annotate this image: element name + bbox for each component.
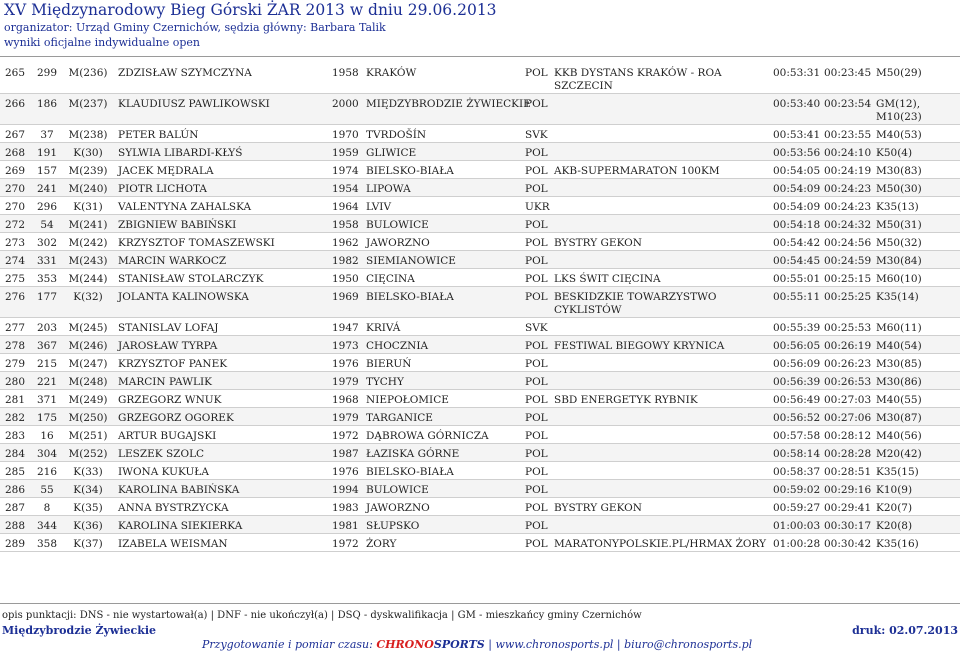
age-category-cell: M30(87) [876,412,922,424]
country-cell: POL [525,273,548,285]
event-location: Międzybrodzie Żywieckie [2,624,157,637]
category-cell: K(34) [73,484,103,496]
place-cell: 280 [4,376,26,388]
category-cell: K(35) [73,502,103,514]
time-cell: 00:54:09 [773,183,821,195]
age-category-cell: K20(8) [876,520,913,532]
footer-divider [0,603,960,604]
name-cell: PETER BALÚN [118,129,199,141]
table-row [0,462,960,480]
header-divider [0,56,960,57]
category-cell: M(239) [68,165,108,177]
bib-cell: 331 [36,255,58,267]
city-cell: SIEMIANOWICE [366,255,456,267]
city-cell: JAWORZNO [366,237,430,249]
city-cell: TVRDOŠÍN [366,129,427,141]
table-row [0,179,960,197]
name-cell: SYLWIA LIBARDI-KŁYŚ [118,147,243,159]
table-row [0,318,960,336]
time-cell: 00:56:09 [773,358,821,370]
table-row [0,336,960,354]
category-cell: M(244) [68,273,108,285]
year-cell: 1968 [332,394,359,406]
bib-cell: 302 [36,237,58,249]
country-cell: POL [525,147,548,159]
bib-cell: 371 [36,394,58,406]
name-cell: KAROLINA BABIŃSKA [118,484,240,496]
year-cell: 1947 [332,322,359,334]
city-cell: ŻORY [366,538,397,550]
table-row [0,444,960,462]
category-cell: K(30) [73,147,103,159]
country-cell: POL [525,237,548,249]
name-cell: STANISŁAW STOLARCZYK [118,273,264,285]
diff-cell: 00:28:28 [824,448,872,460]
country-cell: POL [525,291,548,303]
table-row [0,534,960,552]
name-cell: GRZEGORZ OGOREK [118,412,234,424]
place-cell: 283 [4,430,26,442]
country-cell: POL [525,538,548,550]
bib-cell: 177 [36,291,58,303]
club-cell: AKB-SUPERMARATON 100KM [554,165,720,177]
name-cell: MARCIN WARKOCZ [118,255,227,267]
time-cell: 01:00:03 [773,520,821,532]
country-cell: POL [525,484,548,496]
name-cell: JOLANTA KALINOWSKA [118,291,249,303]
time-cell: 00:57:58 [773,430,821,442]
age-category-cell: K35(15) [876,466,919,478]
name-cell: KRZYSZTOF TOMASZEWSKI [118,237,275,249]
table-row [0,143,960,161]
name-cell: MARCIN PAWLIK [118,376,212,388]
year-cell: 1994 [332,484,359,496]
bib-cell: 16 [40,430,54,442]
name-cell: PIOTR LICHOTA [118,183,207,195]
year-cell: 1987 [332,448,359,460]
diff-cell: 00:29:41 [824,502,872,514]
place-cell: 287 [4,502,26,514]
table-row [0,516,960,534]
diff-cell: 00:24:32 [824,219,872,231]
place-cell: 282 [4,412,26,424]
category-cell: M(241) [68,219,108,231]
place-cell: 281 [4,394,26,406]
category-cell: M(251) [68,430,108,442]
table-row [0,161,960,179]
page-title: XV Międzynarodowy Bieg Górski ŻAR 2013 w dniu 29.06.2013 [4,1,497,19]
city-cell: KRAKÓW [366,67,417,79]
time-cell: 00:54:05 [773,165,821,177]
age-category-cell: M60(11) [876,322,922,334]
year-cell: 1964 [332,201,359,213]
age-category-cell: K50(4) [876,147,913,159]
place-cell: 277 [4,322,26,334]
club-cell: BYSTRY GEKON [554,237,642,249]
time-cell: 00:56:39 [773,376,821,388]
country-cell: POL [525,394,548,406]
city-cell: SŁUPSKO [366,520,420,532]
name-cell: IWONA KUKUŁA [118,466,209,478]
name-cell: KRZYSZTOF PANEK [118,358,228,370]
age-category-cell: K20(7) [876,502,913,514]
city-cell: TYCHY [366,376,404,388]
time-cell: 00:54:45 [773,255,821,267]
place-cell: 274 [4,255,26,267]
country-cell: POL [525,520,548,532]
age-category-cell: M40(56) [876,430,922,442]
time-cell: 00:56:49 [773,394,821,406]
city-cell: DĄBROWA GÓRNICZA [366,430,489,442]
year-cell: 1981 [332,520,359,532]
bib-cell: 191 [36,147,58,159]
bib-cell: 157 [36,165,58,177]
time-cell: 00:53:31 [773,67,821,79]
time-cell: 00:58:37 [773,466,821,478]
name-cell: ZDZISŁAW SZYMCZYNA [118,67,252,79]
country-cell: POL [525,67,548,79]
place-cell: 284 [4,448,26,460]
name-cell: IZABELA WEISMAN [118,538,228,550]
city-cell: BIELSKO-BIAŁA [366,466,454,478]
table-row [0,287,960,318]
table-row [0,480,960,498]
table-row [0,426,960,444]
place-cell: 278 [4,340,26,352]
city-cell: BIERUŃ [366,358,412,370]
year-cell: 1982 [332,255,359,267]
country-cell: POL [525,183,548,195]
table-row [0,197,960,215]
city-cell: BIELSKO-BIAŁA [366,165,454,177]
bib-cell: 241 [36,183,58,195]
city-cell: MIĘDZYBRODZIE ŻYWIECKIE [366,98,531,110]
bib-cell: 55 [40,484,54,496]
year-cell: 1983 [332,502,359,514]
year-cell: 1976 [332,358,359,370]
city-cell: GLIWICE [366,147,417,159]
name-cell: JAROSŁAW TYRPA [118,340,218,352]
year-cell: 1954 [332,183,359,195]
country-cell: POL [525,466,548,478]
city-cell: BULOWICE [366,484,429,496]
table-row [0,63,960,94]
country-cell: POL [525,219,548,231]
age-category-cell: M30(86) [876,376,922,388]
diff-cell: 00:25:15 [824,273,872,285]
year-cell: 1974 [332,165,359,177]
age-category-cell: M30(83) [876,165,922,177]
category-cell: M(248) [68,376,108,388]
diff-cell: 00:24:59 [824,255,872,267]
city-cell: LIPOWA [366,183,411,195]
year-cell: 1958 [332,67,359,79]
name-cell: JACEK MĘDRALA [118,165,214,177]
bib-cell: 8 [43,502,51,514]
place-cell: 270 [4,201,26,213]
diff-cell: 00:25:53 [824,322,872,334]
year-cell: 1950 [332,273,359,285]
category-cell: K(37) [73,538,103,550]
category-cell: M(247) [68,358,108,370]
age-category-cell: K35(13) [876,201,919,213]
brand-chrono: CHRONO [376,638,434,651]
bib-cell: 175 [36,412,58,424]
bib-cell: 186 [36,98,58,110]
name-cell: ANNA BYSTRZYCKA [118,502,229,514]
category-cell: K(36) [73,520,103,532]
year-cell: 2000 [332,98,359,110]
time-cell: 00:53:56 [773,147,821,159]
name-cell: GRZEGORZ WNUK [118,394,222,406]
year-cell: 1958 [332,219,359,231]
category-cell: M(250) [68,412,108,424]
table-row [0,233,960,251]
place-cell: 276 [4,291,26,303]
table-row [0,408,960,426]
bib-cell: 304 [36,448,58,460]
age-category-cell: K35(16) [876,538,919,550]
club-cell: BYSTRY GEKON [554,502,642,514]
diff-cell: 00:23:45 [824,67,872,79]
diff-cell: 00:30:42 [824,538,872,550]
diff-cell: 00:30:17 [824,520,872,532]
name-cell: ZBIGNIEW BABIŃSKI [118,219,237,231]
age-category-cell: M30(84) [876,255,922,267]
name-cell: KAROLINA SIEKIERKA [118,520,243,532]
bib-cell: 344 [36,520,58,532]
diff-cell: 00:23:55 [824,129,872,141]
category-cell: M(237) [68,98,108,110]
name-cell: STANISLAV LOFAJ [118,322,219,334]
country-cell: POL [525,430,548,442]
place-cell: 268 [4,147,26,159]
age-category-cell: M50(31) [876,219,922,231]
age-category-cell: M40(53) [876,129,922,141]
city-cell: NIEPOŁOMICE [366,394,449,406]
city-cell: CHOCZNIA [366,340,429,352]
year-cell: 1979 [332,376,359,388]
print-date: druk: 02.07.2013 [852,624,958,637]
age-category-cell: M50(32) [876,237,922,249]
country-cell: POL [525,358,548,370]
bib-cell: 367 [36,340,58,352]
table-row [0,269,960,287]
name-cell: KLAUDIUSZ PAWLIKOWSKI [118,98,270,110]
bib-cell: 216 [36,466,58,478]
city-cell: BIELSKO-BIAŁA [366,291,454,303]
table-row [0,372,960,390]
time-cell: 00:58:14 [773,448,821,460]
country-cell: POL [525,340,548,352]
diff-cell: 00:24:10 [824,147,872,159]
place-cell: 265 [4,67,26,79]
time-cell: 00:53:40 [773,98,821,110]
name-cell: VALENTYNA ZAHALSKA [118,201,252,213]
place-cell: 273 [4,237,26,249]
city-cell: TARGANICE [366,412,433,424]
country-cell: SVK [525,129,548,141]
year-cell: 1970 [332,129,359,141]
timing-credit [202,638,752,651]
category-cell: K(31) [73,201,103,213]
country-cell: POL [525,502,548,514]
year-cell: 1962 [332,237,359,249]
age-category-cell: M50(29) [876,67,922,79]
category-cell: M(249) [68,394,108,406]
age-category-cell: M50(30) [876,183,922,195]
bib-cell: 221 [36,376,58,388]
bib-cell: 353 [36,273,58,285]
year-cell: 1979 [332,412,359,424]
country-cell: POL [525,412,548,424]
year-cell: 1973 [332,340,359,352]
table-row [0,251,960,269]
time-cell: 00:55:01 [773,273,821,285]
city-cell: ŁAZISKA GÓRNE [366,448,460,460]
time-cell: 01:00:28 [773,538,821,550]
diff-cell: 00:26:53 [824,376,872,388]
diff-cell: 00:26:19 [824,340,872,352]
category-cell: M(242) [68,237,108,249]
city-cell: BULOWICE [366,219,429,231]
category-cell: K(32) [73,291,103,303]
diff-cell: 00:23:54 [824,98,872,110]
age-category-cell: K10(9) [876,484,913,496]
age-category-cell: M20(42) [876,448,922,460]
table-row [0,94,960,125]
club-cell: KKB DYSTANS KRAKÓW - ROA SZCZECIN [554,67,722,92]
table-row [0,125,960,143]
category-cell: M(240) [68,183,108,195]
diff-cell: 00:28:51 [824,466,872,478]
place-cell: 269 [4,165,26,177]
city-cell: CIĘCINA [366,273,415,285]
category-cell: K(33) [73,466,103,478]
timing-contacts: | www.chronosports.pl | biuro@chronosports.pl [484,638,753,651]
country-cell: SVK [525,322,548,334]
table-row [0,390,960,408]
bib-cell: 203 [36,322,58,334]
diff-cell: 00:24:19 [824,165,872,177]
place-cell: 270 [4,183,26,195]
diff-cell: 00:29:16 [824,484,872,496]
time-cell: 00:55:39 [773,322,821,334]
category-cell: M(252) [68,448,108,460]
country-cell: POL [525,376,548,388]
place-cell: 289 [4,538,26,550]
diff-cell: 00:27:03 [824,394,872,406]
year-cell: 1972 [332,538,359,550]
time-cell: 00:55:11 [773,291,821,303]
category-cell: M(243) [68,255,108,267]
club-cell: LKS ŚWIT CIĘCINA [554,273,661,285]
diff-cell: 00:24:23 [824,183,872,195]
place-cell: 272 [4,219,26,231]
results-subtitle: wyniki oficjalne indywidualne open [4,36,200,49]
age-category-cell: K35(14) [876,291,919,303]
year-cell: 1972 [332,430,359,442]
club-cell: BESKIDZKIE TOWARZYSTWO CYKLISTÓW [554,291,717,316]
year-cell: 1959 [332,147,359,159]
place-cell: 275 [4,273,26,285]
place-cell: 279 [4,358,26,370]
year-cell: 1969 [332,291,359,303]
name-cell: LESZEK SZOLC [118,448,205,460]
time-cell: 00:56:52 [773,412,821,424]
category-cell: M(246) [68,340,108,352]
category-cell: M(238) [68,129,108,141]
bib-cell: 54 [40,219,54,231]
bib-cell: 215 [36,358,58,370]
age-category-cell: M40(55) [876,394,922,406]
page-header [0,0,960,56]
brand-sports: SPORTS [433,638,485,651]
place-cell: 285 [4,466,26,478]
country-cell: POL [525,448,548,460]
category-cell: M(236) [68,67,108,79]
age-category-cell: GM(12), M10(23) [876,98,922,123]
table-row [0,354,960,372]
place-cell: 286 [4,484,26,496]
organizer-line: organizator: Urząd Gminy Czernichów, sędzia główny: Barbara Talik [4,21,386,34]
bib-cell: 296 [36,201,58,213]
bib-cell: 37 [40,129,54,141]
diff-cell: 00:24:23 [824,201,872,213]
time-cell: 00:54:42 [773,237,821,249]
diff-cell: 00:24:56 [824,237,872,249]
name-cell: ARTUR BUGAJSKI [118,430,217,442]
age-category-cell: M60(10) [876,273,922,285]
year-cell: 1976 [332,466,359,478]
table-row [0,498,960,516]
diff-cell: 00:27:06 [824,412,872,424]
city-cell: JAWORZNO [366,502,430,514]
diff-cell: 00:25:25 [824,291,872,303]
club-cell: FESTIWAL BIEGOWY KRYNICA [554,340,725,352]
bib-cell: 299 [36,67,58,79]
timing-prefix: Przygotowanie i pomiar czasu: [202,638,377,651]
country-cell: POL [525,165,548,177]
country-cell: POL [525,98,548,110]
time-cell: 00:54:18 [773,219,821,231]
time-cell: 00:59:02 [773,484,821,496]
city-cell: KRIVÁ [366,322,401,334]
time-cell: 00:54:09 [773,201,821,213]
diff-cell: 00:28:12 [824,430,872,442]
country-cell: UKR [525,201,550,213]
bib-cell: 358 [36,538,58,550]
scoring-legend: opis punktacji: DNS - nie wystartował(a) | DNF - nie ukończył(a) | DSQ - dyskwalifikacja | GM - mieszkańcy gminy Czernichów [2,610,642,621]
city-cell: LVIV [366,201,392,213]
time-cell: 00:56:05 [773,340,821,352]
time-cell: 00:53:41 [773,129,821,141]
place-cell: 266 [4,98,26,110]
age-category-cell: M30(85) [876,358,922,370]
diff-cell: 00:26:23 [824,358,872,370]
age-category-cell: M40(54) [876,340,922,352]
time-cell: 00:59:27 [773,502,821,514]
country-cell: POL [525,255,548,267]
club-cell: MARATONYPOLSKIE.PL/HRMAX ŻORY [554,538,767,550]
table-row [0,215,960,233]
club-cell: SBD ENERGETYK RYBNIK [554,394,698,406]
place-cell: 288 [4,520,26,532]
place-cell: 267 [4,129,26,141]
category-cell: M(245) [68,322,108,334]
